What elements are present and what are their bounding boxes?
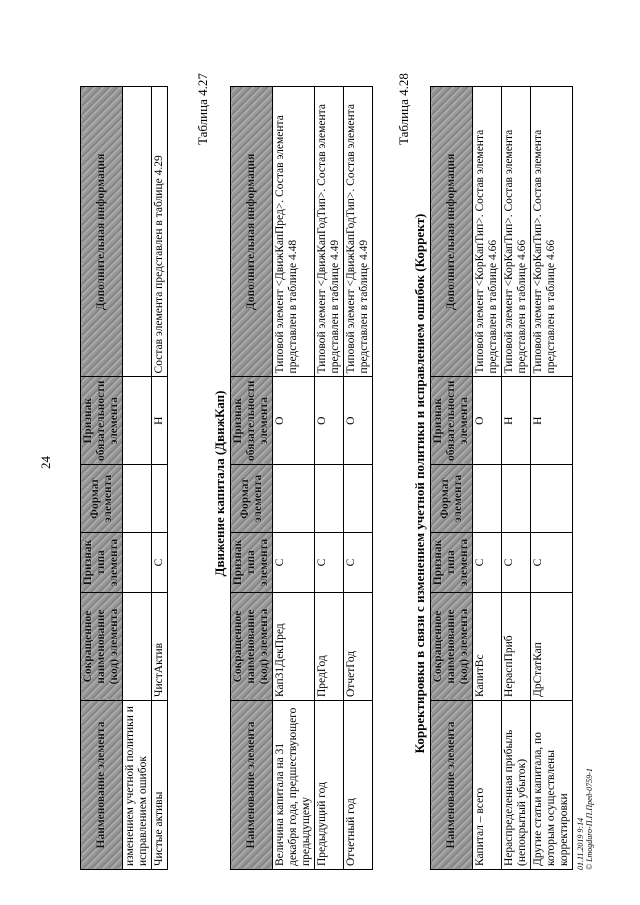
table-cell: Другие статьи капитала, по которым осуществлены корректировки — [531, 701, 573, 870]
header-cell: Сокращенное наименование (код) элемента — [231, 593, 273, 701]
table-cell: ДрСтатКап — [531, 593, 573, 701]
table-header-row — [231, 87, 273, 870]
table-cell — [123, 465, 152, 533]
table-cell: О — [315, 377, 344, 465]
table-cell — [123, 593, 152, 701]
table-cell: Отчетный год — [344, 701, 373, 870]
table-row — [315, 87, 344, 870]
table-cell: ПредГод — [315, 593, 344, 701]
table-row — [531, 87, 573, 870]
table-cell — [502, 465, 531, 533]
table-cell: С — [152, 533, 168, 593]
header-cell: Признак типа элемента — [231, 533, 273, 593]
table-cell: Н — [152, 377, 168, 465]
table-cell: О — [344, 377, 373, 465]
table-cell — [123, 533, 152, 593]
header-cell: Наименование элемента — [231, 701, 273, 870]
table-header-row — [81, 87, 123, 870]
table-cell: Чистые активы — [152, 701, 168, 870]
table-title-428: Корректировки в связи с изменением учетной политики и исправлением ошибок (Коррект) — [412, 213, 427, 754]
table-continuation — [80, 86, 168, 870]
table-cell: Капитал – всего — [473, 701, 502, 870]
footer-note-line-2: © Lmogduro-П.П.Пред-0759-1 — [585, 768, 594, 870]
table-row — [273, 87, 315, 870]
table-cell — [344, 465, 373, 533]
table-cell: Нераспределенная прибыль (непокрытый убыток) — [502, 701, 531, 870]
table-cell: Типовой элемент <КорКапТип>. Состав элемента представлен в таблице 4.66 — [502, 87, 531, 377]
table-4-28 — [430, 86, 573, 870]
table-cell: О — [273, 377, 315, 465]
table-cell: С — [344, 533, 373, 593]
table-cell: Состав элемента представлен в таблице 4.29 — [152, 87, 168, 377]
table-cell: Типовой элемент <КорКапТип>. Состав элемента представлен в таблице 4.66 — [473, 87, 502, 377]
table-title-427: Движение капитала (ДвижКап) — [212, 390, 227, 577]
table-cell — [123, 87, 152, 377]
table-cell: Типовой элемент <ДвижКапГодТип>. Состав элемента представлен в таблице 4.49 — [344, 87, 373, 377]
table-cell — [531, 465, 573, 533]
table-cell: С — [315, 533, 344, 593]
table-cell — [473, 465, 502, 533]
header-cell: Наименование элемента — [431, 701, 473, 870]
header-cell: Признак типа элемента — [431, 533, 473, 593]
table-row — [502, 87, 531, 870]
table-cell: НераспПриб — [502, 593, 531, 701]
table-cell — [273, 465, 315, 533]
header-cell: Дополнительная информация — [81, 87, 123, 377]
header-cell: Сокращенное наименование (код) элемента — [81, 593, 123, 701]
header-cell: Сокращенное наименование (код) элемента — [431, 593, 473, 701]
header-cell: Признак обязательности элемента — [81, 377, 123, 465]
table-cell: Типовой элемент <ДвижКапПред>. Состав элемента представлен в таблице 4.48 — [273, 87, 315, 377]
table-header-row — [431, 87, 473, 870]
table-row — [473, 87, 502, 870]
table-cell: Типовой элемент <ДвижКапГодТип>. Состав элемента представлен в таблице 4.49 — [315, 87, 344, 377]
table-row — [123, 87, 152, 870]
table-cell: изменением учетной политики и исправлением ошибок — [123, 701, 152, 870]
table-cell — [152, 465, 168, 533]
table-4-27 — [230, 86, 373, 870]
table-cell: С — [473, 533, 502, 593]
footer-note — [576, 768, 594, 870]
table-cell: КапитВс — [473, 593, 502, 701]
table-cell: С — [273, 533, 315, 593]
header-cell: Формат элемента — [81, 465, 123, 533]
table-cell: О — [473, 377, 502, 465]
header-cell: Дополнительная информация — [431, 87, 473, 377]
header-cell: Формат элемента — [431, 465, 473, 533]
table-cell: Кап31ДекПред — [273, 593, 315, 701]
table-cell: Величина капитала на 31 декабря года, предшествующего предыдущему — [273, 701, 315, 870]
table-cell: Н — [502, 377, 531, 465]
table-cell: С — [531, 533, 573, 593]
header-cell: Формат элемента — [231, 465, 273, 533]
header-cell: Признак обязательности элемента — [231, 377, 273, 465]
header-cell: Признак типа элемента — [81, 533, 123, 593]
header-cell: Дополнительная информация — [231, 87, 273, 377]
table-cell: ЧистАктив — [152, 593, 168, 701]
table-row — [344, 87, 373, 870]
table-caption-427: Таблица 4.27 — [195, 73, 210, 145]
table-cell — [123, 377, 152, 465]
page-number: 24 — [38, 456, 53, 469]
header-cell: Наименование элемента — [81, 701, 123, 870]
table-cell: С — [502, 533, 531, 593]
table-cell: Предыдущий год — [315, 701, 344, 870]
table-cell: ОтчетГод — [344, 593, 373, 701]
table-caption-428: Таблица 4.28 — [396, 73, 411, 145]
header-cell: Признак обязательности элемента — [431, 377, 473, 465]
table-row — [152, 87, 168, 870]
table-cell: Н — [531, 377, 573, 465]
footer-note-line-1: 01.11.2019 9:14 — [576, 817, 585, 870]
table-cell: Типовой элемент <КорКапТип>. Состав элемента представлен в таблице 4.66 — [531, 87, 573, 377]
table-cell — [315, 465, 344, 533]
